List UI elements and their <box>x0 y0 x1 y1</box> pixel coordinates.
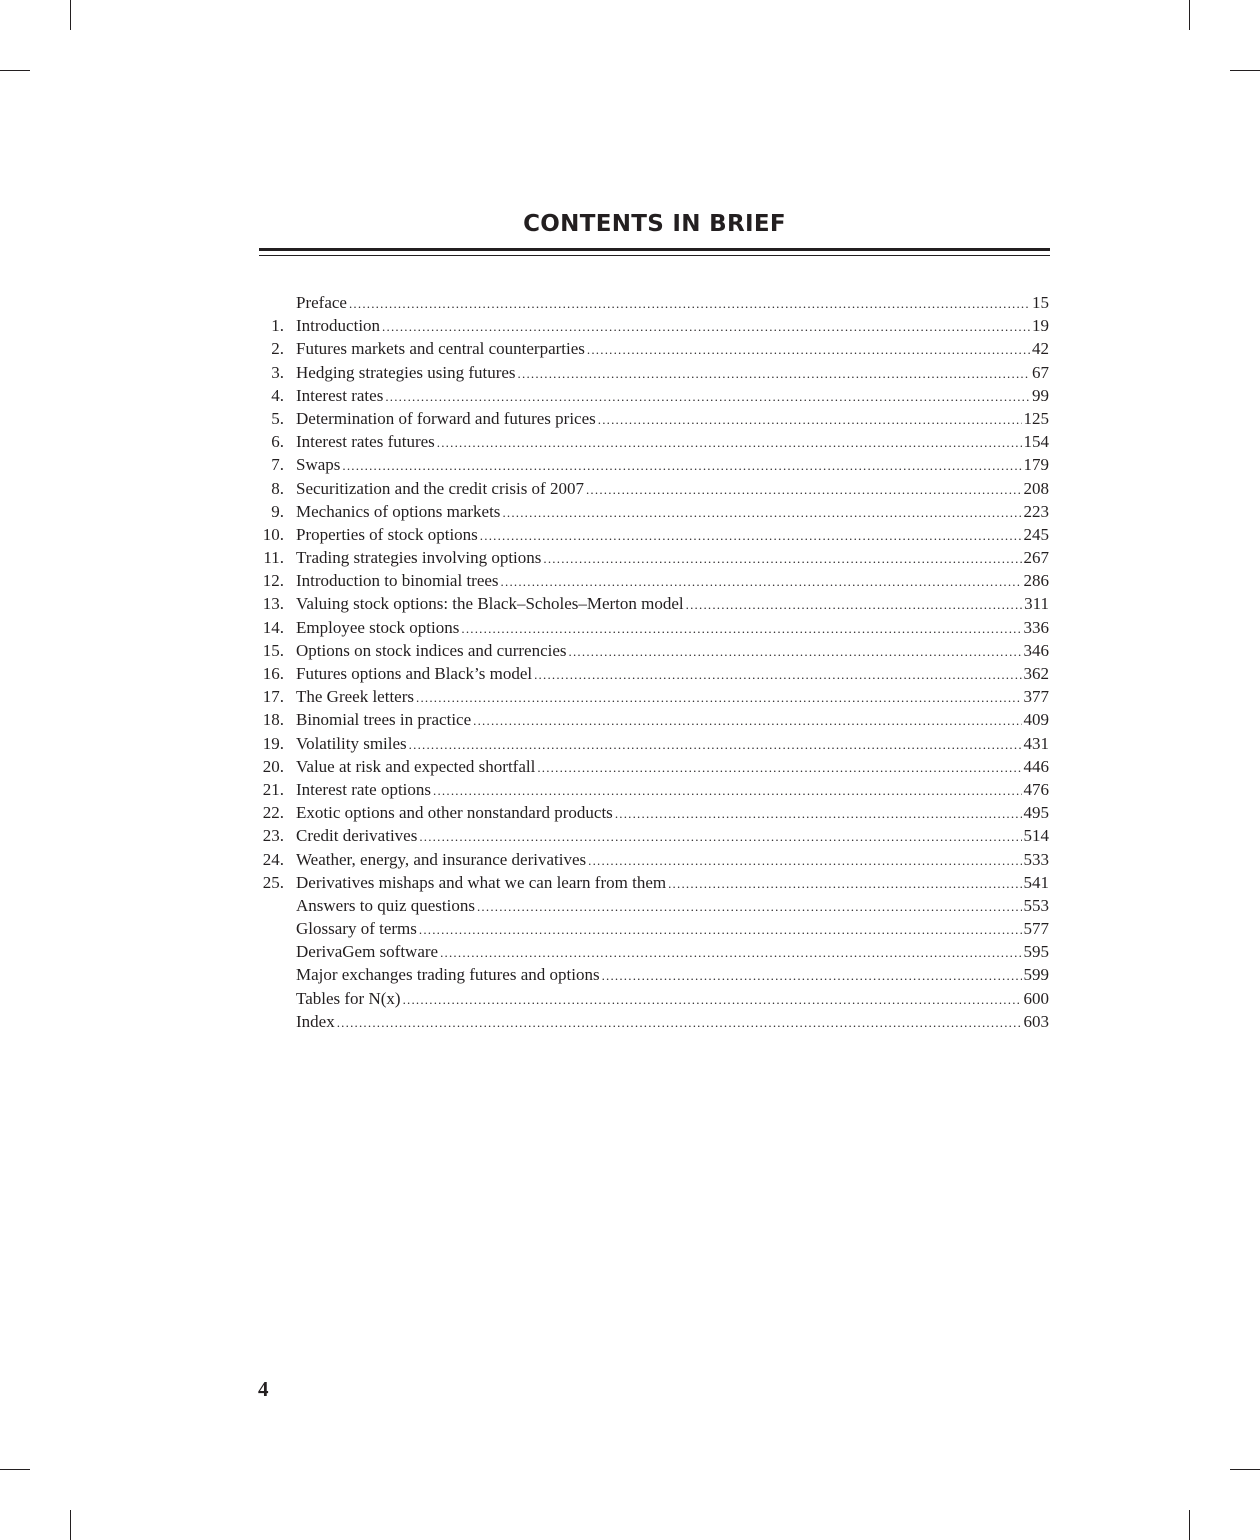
toc-entry-page: 476 <box>1023 779 1049 799</box>
toc-entry-page: 600 <box>1023 988 1049 1008</box>
dot-leader <box>537 756 1021 779</box>
toc-entry-number: 23. <box>262 826 284 846</box>
toc-entry-page: 15 <box>1032 293 1049 312</box>
toc-entry <box>259 500 1049 523</box>
crop-mark <box>1189 0 1190 30</box>
title-rule-thick <box>259 248 1050 251</box>
toc-entry-page: 336 <box>1023 617 1049 637</box>
toc-entry <box>259 824 1049 847</box>
toc-entry-page: 541 <box>1023 872 1049 892</box>
dot-leader <box>615 802 1022 825</box>
dot-leader <box>569 640 1022 663</box>
dot-leader <box>433 779 1021 802</box>
toc-entry-page: 599 <box>1023 965 1049 985</box>
toc-entry-title: Securitization and the credit crisis of 2007 <box>296 478 584 498</box>
toc-entry-number: 22. <box>262 803 284 823</box>
toc-entry-number: 18. <box>262 710 284 730</box>
toc-entry-page: 377 <box>1023 687 1049 707</box>
page-number: 4 <box>258 1377 269 1401</box>
dot-leader <box>382 315 1030 338</box>
toc-entry <box>259 407 1049 430</box>
toc-entry-page: 19 <box>1032 316 1049 336</box>
toc-entry <box>259 801 1049 824</box>
toc-entry-title: Employee stock options <box>296 617 460 637</box>
toc-entry-title: Preface <box>296 293 347 312</box>
toc-entry-title: Weather, energy, and insurance derivatives <box>296 849 587 869</box>
toc-entry-number: 21. <box>262 779 284 799</box>
dot-leader <box>477 895 1022 918</box>
toc-entry-title: Value at risk and expected shortfall <box>296 756 536 776</box>
toc-entry-page: 553 <box>1023 895 1049 915</box>
toc-entry-title: Introduction <box>296 316 381 336</box>
crop-mark <box>1230 1469 1260 1470</box>
toc-entry <box>259 592 1049 615</box>
crop-mark <box>70 0 71 30</box>
toc-entry-page: 533 <box>1023 849 1049 869</box>
toc-entry-page: 223 <box>1023 501 1049 521</box>
toc-entry-title: Interest rate options <box>296 779 432 799</box>
dot-leader <box>337 1011 1022 1034</box>
dot-leader <box>668 872 1021 895</box>
toc-entry-page: 446 <box>1023 756 1049 776</box>
toc-entry-title: Properties of stock options <box>296 524 478 544</box>
toc-entry <box>259 917 1049 940</box>
toc-entry-title: Tables for N(x) <box>296 988 401 1008</box>
dot-leader <box>518 362 1030 385</box>
toc-entry-number: 9. <box>271 501 284 521</box>
dot-leader <box>598 408 1022 431</box>
toc-entry-title: Derivatives mishaps and what we can learn from them <box>296 872 667 892</box>
dot-leader <box>461 617 1021 640</box>
toc-entry-title: Index <box>296 1011 335 1031</box>
toc-entry-number: 7. <box>271 455 284 475</box>
toc-entry-number: 11. <box>263 548 284 568</box>
toc-entry <box>259 987 1049 1010</box>
toc-entry-page: 125 <box>1023 408 1049 428</box>
toc-entry-title: The Greek letters <box>296 687 414 707</box>
toc-entry-title: Answers to quiz questions <box>296 895 475 915</box>
toc-entry-number: 12. <box>262 571 284 591</box>
toc-entry <box>259 523 1049 546</box>
toc-entry-page: 362 <box>1023 664 1049 683</box>
toc-entry-number: 16. <box>262 664 284 683</box>
toc-entry <box>259 848 1049 871</box>
toc-entry <box>259 337 1049 360</box>
toc-entry-number: 6. <box>271 432 284 452</box>
toc-entry-title: Futures markets and central counterparties <box>296 339 585 359</box>
toc-entry-page: 179 <box>1023 455 1049 475</box>
dot-leader <box>349 292 1030 315</box>
toc-entry-title: Binomial trees in practice <box>296 710 472 730</box>
toc-entry-page: 267 <box>1023 548 1049 568</box>
toc-entry-number: 15. <box>262 640 284 660</box>
toc-entry-title: Credit derivatives <box>296 826 418 846</box>
toc-entry <box>259 546 1049 569</box>
toc-entry-title: Swaps <box>296 455 341 475</box>
toc-entry <box>259 1010 1049 1033</box>
dot-leader <box>440 941 1021 964</box>
toc-entry-number: 17. <box>262 687 284 707</box>
toc-entry-number: 13. <box>262 594 284 614</box>
toc-entry <box>259 384 1049 407</box>
crop-mark <box>0 1469 30 1470</box>
dot-leader <box>342 454 1021 477</box>
dot-leader <box>502 501 1021 524</box>
toc-entry-page: 431 <box>1023 733 1049 753</box>
dot-leader <box>602 964 1022 987</box>
dot-leader <box>419 918 1022 941</box>
toc-entry-page: 286 <box>1023 571 1049 591</box>
crop-mark <box>1189 1510 1190 1540</box>
toc-entry-page: 409 <box>1023 710 1049 730</box>
toc-entry-page: 42 <box>1032 339 1049 359</box>
crop-mark <box>70 1510 71 1540</box>
toc-entry-title: Interest rates futures <box>296 432 435 452</box>
dot-leader <box>473 709 1021 732</box>
toc-entry-page: 311 <box>1024 594 1049 614</box>
toc-entry-title: Hedging strategies using futures <box>296 362 516 382</box>
toc-entry <box>259 755 1049 778</box>
toc-entry <box>259 569 1049 592</box>
toc-entry-number: 20. <box>262 756 284 776</box>
toc-entry-page: 245 <box>1023 524 1049 544</box>
toc-entry-title: DerivaGem software <box>296 942 439 962</box>
toc-entry-page: 514 <box>1023 826 1049 846</box>
dot-leader <box>480 524 1022 547</box>
toc-entry-page: 67 <box>1032 362 1049 382</box>
toc-entry-page: 595 <box>1023 942 1049 962</box>
toc-entry <box>259 732 1049 755</box>
title-rule-thin <box>259 255 1050 256</box>
toc-entry-title: Interest rates <box>296 385 384 405</box>
dot-leader <box>416 686 1022 709</box>
toc-entry-number: 25. <box>262 872 284 892</box>
toc-entry-page: 154 <box>1023 432 1049 452</box>
toc-entry <box>259 477 1049 500</box>
toc-entry-number: 2. <box>271 339 284 359</box>
toc-entry-title: Glossary of terms <box>296 919 417 939</box>
toc-entry-title: Mechanics of options markets <box>296 501 501 521</box>
toc-entry <box>259 291 1049 314</box>
toc-entry-number: 19. <box>262 733 284 753</box>
toc-entry-title: Valuing stock options: the Black–Scholes–Merton model <box>296 594 684 614</box>
toc-entry-page: 208 <box>1023 478 1049 498</box>
toc-entry-number: 5. <box>271 408 284 428</box>
toc-entry-title: Trading strategies involving options <box>296 548 542 568</box>
toc-entry-page: 346 <box>1023 640 1049 660</box>
toc-entry <box>259 616 1049 639</box>
toc-entry-title: Volatility smiles <box>296 733 407 753</box>
toc-entry <box>259 778 1049 801</box>
toc-entry-number: 8. <box>271 478 284 498</box>
toc-entry <box>259 662 1049 685</box>
dot-leader <box>534 663 1021 686</box>
toc-entry-number: 14. <box>262 617 284 637</box>
dot-leader <box>588 849 1021 872</box>
toc-entry-page: 495 <box>1023 803 1049 823</box>
toc-entry-number: 24. <box>262 849 284 869</box>
toc-entry-number: 3. <box>271 362 284 382</box>
dot-leader <box>385 385 1030 408</box>
dot-leader <box>419 825 1021 848</box>
toc-entry <box>259 685 1049 708</box>
toc-entry-title: Major exchanges trading futures and options <box>296 965 600 985</box>
toc-entry <box>259 453 1049 476</box>
toc-entry-title: Introduction to binomial trees <box>296 571 499 591</box>
toc-entry-page: 603 <box>1023 1011 1049 1031</box>
toc-entry <box>259 940 1049 963</box>
toc-entry-title: Futures options and Black’s model <box>296 664 533 683</box>
table-of-contents <box>259 291 1049 1033</box>
toc-entry <box>259 963 1049 986</box>
page-title: CONTENTS IN BRIEF <box>523 211 786 237</box>
dot-leader <box>501 570 1022 593</box>
dot-leader <box>403 988 1022 1011</box>
toc-entry-page: 99 <box>1032 385 1049 405</box>
crop-mark <box>1230 70 1260 71</box>
toc-entry-number: 10. <box>262 524 284 544</box>
toc-entry-number: 1. <box>271 316 284 336</box>
toc-entry <box>259 430 1049 453</box>
toc-entry <box>259 871 1049 894</box>
toc-entry-title: Determination of forward and futures prices <box>296 408 596 428</box>
crop-mark <box>0 70 30 71</box>
toc-entry-number: 4. <box>271 385 284 405</box>
dot-leader <box>543 547 1021 570</box>
toc-entry <box>259 314 1049 337</box>
toc-entry <box>259 894 1049 917</box>
toc-entry <box>259 639 1049 662</box>
toc-entry <box>259 361 1049 384</box>
dot-leader <box>437 431 1022 454</box>
dot-leader <box>409 733 1022 756</box>
toc-entry <box>259 708 1049 731</box>
toc-entry-page: 577 <box>1023 919 1049 939</box>
toc-entry-title: Options on stock indices and currencies <box>296 640 567 660</box>
toc-entry-title: Exotic options and other nonstandard products <box>296 803 613 823</box>
dot-leader <box>587 338 1030 361</box>
dot-leader <box>686 593 1022 616</box>
dot-leader <box>586 478 1022 501</box>
